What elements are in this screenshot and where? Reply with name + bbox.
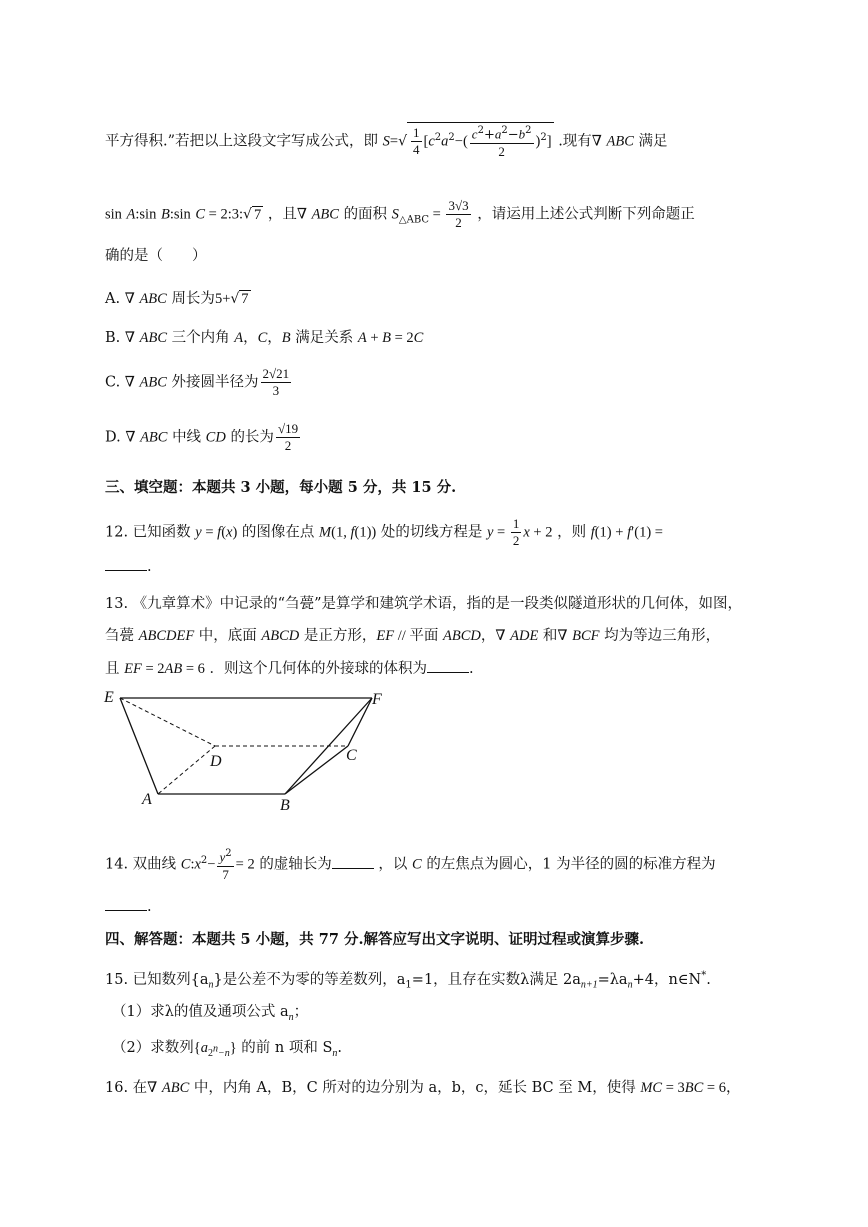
intro-line-2: sin A:sin B:sin C = 2:3:√ 7 ，且∇ ABC 的面积 $S_{\triangle ABC}$ = $\frac{3√3}{2}$ ，请运用上述公式判断下列命题正 xyxy=(105,198,695,230)
label-e: E xyxy=(104,689,114,706)
question-12-blank: . xyxy=(105,556,152,577)
intro-line-3: 确的是（ ） xyxy=(105,248,207,264)
edge-da xyxy=(158,746,215,794)
solid-figure xyxy=(100,686,400,816)
edge-bc xyxy=(285,746,348,794)
option-d: D. ∇ ABC 中线 CD 的长为 $\frac{√19}{2}$ xyxy=(105,421,299,453)
answer-blank xyxy=(105,556,147,571)
heron-formula: S xyxy=(382,133,390,150)
label-a: A xyxy=(142,791,152,808)
option-a: A. ∇ ABC 周长为5+√ 7 xyxy=(105,291,249,307)
question-13-line-2: 刍甍 ABCDEF 中，底面 ABCD 是正方形，EF // 平面 ABCD，∇ ADE 和∇ BCF 均为等边三角形， xyxy=(105,628,721,644)
question-15-part-2: （2）求数列$\{a_{2^n-n}\}$ 的前 n 项和 $S_n$. xyxy=(112,1040,342,1059)
question-15: 15. 已知数列$\{a_n\}$是公差不为零的等差数列，$a_1=1$，且存在实数λ满足 $2a_{n+1}=\lambda a_n+4$，n∈N*. xyxy=(105,970,711,991)
question-14-blank: . xyxy=(105,896,152,917)
question-16: 16. 在∇ ABC 中，内角 A，B，C 所对的边分别为 a，b，c，延长 BC 至 M，使得 MC = 3BC = 6， xyxy=(105,1080,741,1096)
edge-ea xyxy=(120,698,158,794)
section-4-heading: 四、解答题：本题共 5 小题，共 77 分.解答应写出文字说明、证明过程或演算步骤. xyxy=(105,931,645,948)
question-12: 12. 已知函数 y = f(x) 的图像在点 M(1, f(1)) 处的切线方程是 y = $\frac{1}{2}$ x + 2 ，则 f(1) + f′(1) = xyxy=(105,516,663,548)
edge-cf xyxy=(348,698,372,746)
question-15-part-1: （1）求λ的值及通项公式 $a_n$； xyxy=(112,1004,309,1023)
edge-ed xyxy=(120,698,215,746)
intro-line-1: 平方得积.”若把以上这段文字写成公式，即 S=√ $\frac{1}{4}$ [$c^2a^2-$( $\frac{c^2+a^2-b^2}{2}$ )$^2$] .现有∇ ABC 满足 xyxy=(105,122,668,160)
option-c: C. ∇ ABC 外接圆半径为 $\frac{2√21}{3}$ xyxy=(105,366,290,398)
answer-blank xyxy=(332,854,374,869)
label-d: D xyxy=(210,753,222,770)
question-14: 14. 双曲线 $C:x^2-$ $\frac{y^2}{7}$ = 2 的虚轴长为 ，以 C 的左焦点为圆心，1 为半径的圆的标准方程为 xyxy=(105,848,716,883)
answer-blank xyxy=(105,896,147,911)
question-13-line-1: 13. 《九章算术》中记录的“刍甍”是算学和建筑学术语，指的是一段类似隧道形状的几何体，如图， xyxy=(105,596,742,612)
label-b: B xyxy=(280,797,290,814)
label-f: F xyxy=(372,691,382,708)
section-3-heading: 三、填空题：本题共 3 小题，每小题 5 分，共 15 分. xyxy=(105,479,457,496)
label-c: C xyxy=(346,747,357,764)
question-13-line-3: 且 EF = 2AB = 6 ．则这个几何体的外接球的体积为 . xyxy=(105,658,474,679)
answer-blank xyxy=(427,658,469,673)
option-b: B. ∇ ABC 三个内角 A，C，B 满足关系 A + B = 2C xyxy=(105,330,424,346)
